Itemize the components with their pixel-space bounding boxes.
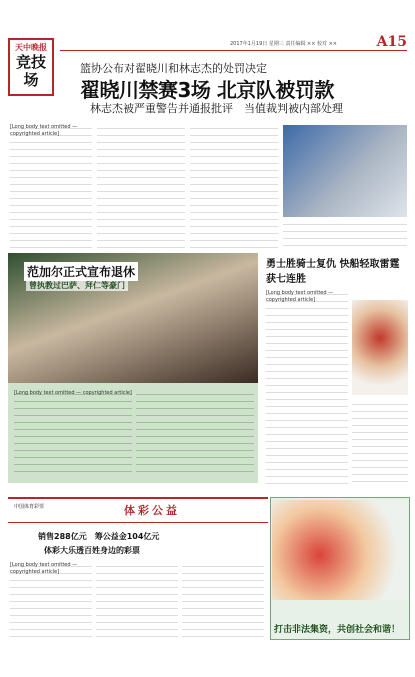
- lottery-subhead: 体彩大乐透百姓身边的彩票: [44, 546, 140, 555]
- story1-subhead: 林志杰被严重警告并通报批评 当值裁判被内部处理: [90, 102, 343, 115]
- masthead-section-2: 场: [23, 71, 39, 89]
- masthead-section-1: 竞技: [15, 53, 46, 71]
- story3-body-col1: [Long body text omitted — copyrighted article]: [266, 290, 348, 485]
- story1-headline: 翟晓川禁赛3场 北京队被罚款: [80, 78, 334, 102]
- dateline: 2017年1月19日 星期三 责任编辑 ×× 校对 ××: [230, 41, 337, 47]
- story1-body-col1: [Long body text omitted — copyrighted article]: [10, 124, 92, 249]
- lottery-headline: 销售288亿元 筹公益金104亿元: [38, 532, 160, 541]
- story1-photo-caption: [283, 220, 407, 250]
- lottery-body-col1: [Long body text omitted — copyrighted article]: [10, 562, 92, 642]
- masthead-brand: 天中晚报: [15, 42, 47, 52]
- story2-subhead: 曾执教过巴萨、拜仁等豪门: [26, 280, 128, 291]
- lottery-body-col3: [182, 562, 264, 642]
- story1-photo: [283, 125, 407, 217]
- story2-body-col2: [136, 390, 254, 478]
- lottery-logo: 中国体育彩票: [14, 504, 45, 510]
- lottery-body-col2: [96, 562, 178, 642]
- story1-body-col3: [190, 124, 278, 249]
- page-number: A15: [376, 34, 407, 50]
- ad-illustration: [272, 500, 408, 600]
- top-rule: [60, 50, 407, 51]
- story2-headline: 范加尔正式宣布退休: [24, 262, 138, 281]
- lottery-section-title: 体彩公益: [124, 504, 180, 517]
- story3-body-col2: [352, 400, 408, 485]
- story1-body-col2: [97, 124, 185, 249]
- ad-slogan: 打击非法集资，共创社会和谐！: [274, 625, 401, 635]
- story1-kicker: 篮协公布对翟晓川和林志杰的处罚决定: [80, 62, 267, 75]
- masthead: [8, 38, 54, 96]
- story3-photo: [352, 300, 408, 395]
- story3-headline: 勇士胜骑士复仇 快船轻取雷霆获七连胜: [266, 259, 400, 285]
- story2-body-col1: [Long body text omitted — copyrighted article]: [14, 390, 132, 478]
